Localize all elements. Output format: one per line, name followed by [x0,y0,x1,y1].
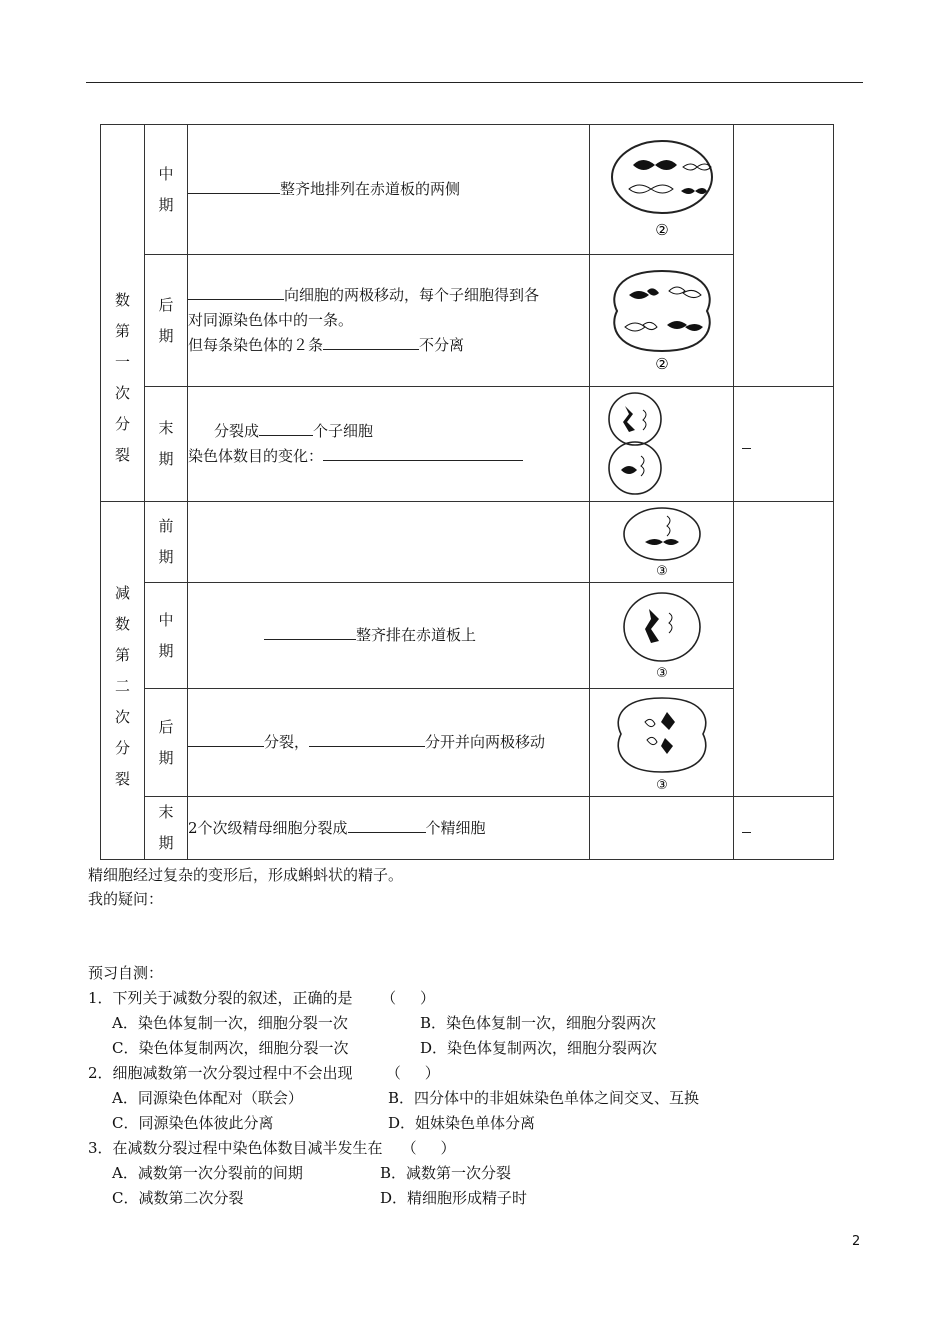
side-cell [734,387,834,502]
cell-figure [590,125,734,255]
my-questions-label: 我的疑问： [88,890,164,908]
side-cell [734,502,834,797]
anaphase-i-cell-diagram [607,265,717,377]
metaphase-i-cell-diagram [607,137,717,243]
phase-description: 2个次级精母细胞分裂成 个精细胞 [188,797,590,860]
phase-label: 后 期 [145,255,188,387]
row-mii-metaphase [101,583,834,689]
question-3: 3．在减数分裂过程中染色体数目减半发生在 （ ） [88,1139,456,1157]
phase-description: 整齐排在赤道板上 [188,583,590,689]
anaphase-ii-cell-diagram [607,692,717,794]
telophase-i-cells-diagram [607,392,717,496]
after-table-note: 精细胞经过复杂的变形后，形成蝌蚪状的精子。 [88,866,404,884]
cell-figure [590,255,734,387]
row-mii-anaphase [101,689,834,797]
q2-option-b[interactable]: B．四分体中的非姐妹染色单体之间交叉、互换 [388,1089,700,1107]
fill-blank[interactable] [264,625,356,640]
figure-label: ③ [655,564,668,579]
figure-label: ③ [655,665,668,681]
phase-label: 后 期 [145,689,188,797]
cell-figure [590,689,734,797]
side-mark [742,820,751,833]
fill-blank[interactable] [188,285,284,300]
phase-description: 分裂成 个子细胞 染色体数目的变化： [188,387,590,502]
row-mi-metaphase [101,125,834,255]
row-mi-telophase [101,387,834,502]
phase-description: 整齐地排列在赤道板的两侧 [188,125,590,255]
meiosis-table [100,124,834,860]
side-cell [734,797,834,860]
q3-option-b[interactable]: B．减数第一次分裂 [380,1164,512,1182]
cell-figure [590,797,734,860]
fill-blank[interactable] [309,732,425,747]
question-1: 1．下列关于减数分裂的叙述，正确的是 （ ） [88,989,435,1007]
fill-blank[interactable] [348,818,426,833]
header-rule [86,82,863,83]
fill-blank[interactable] [188,732,264,747]
q3-option-c[interactable]: C．减数第二次分裂 [112,1189,244,1207]
phase-label: 前 期 [145,502,188,583]
q1-option-b[interactable]: B．染色体复制一次，细胞分裂两次 [420,1014,657,1032]
q2-option-c[interactable]: C．同源染色体彼此分离 [112,1114,274,1132]
cell-figure [590,583,734,689]
cell-figure [590,502,734,583]
q2-option-a[interactable]: A．同源染色体配对（联会） [112,1089,303,1107]
prophase-ii-cell-diagram [607,504,717,580]
fill-blank[interactable] [323,446,523,461]
side-cell [734,125,834,387]
figure-label: ③ [655,777,668,793]
phase-description [188,502,590,583]
row-mii-prophase [101,502,834,583]
figure-label: ② [654,354,669,373]
row-mii-telophase [101,797,834,860]
row-mi-anaphase [101,255,834,387]
phase-label: 中 期 [145,583,188,689]
q2-option-d[interactable]: D．姐妹染色单体分离 [388,1114,536,1132]
stage-label-meiosis-2: 减 数 第 二 次 分 裂 [101,502,145,860]
fill-blank[interactable] [259,421,313,436]
metaphase-ii-cell-diagram [607,589,717,683]
figure-label: ② [654,220,669,239]
q1-option-a[interactable]: A．染色体复制一次，细胞分裂一次 [112,1014,348,1032]
phase-description: 向细胞的两极移动，每个子细胞得到各 对同源染色体中的一条。 但每条染色体的２条 不分离 [188,255,590,387]
question-2: 2．细胞减数第一次分裂过程中不会出现 （ ） [88,1064,440,1082]
quiz-heading: 预习自测： [88,964,164,982]
q3-option-d[interactable]: D．精细胞形成精子时 [380,1189,528,1207]
cell-figure [590,387,734,502]
stage-label-meiosis-1: 数 第 一 次 分 裂 [101,125,145,502]
phase-label: 末 期 [145,797,188,860]
phase-label: 中 期 [145,125,188,255]
page-number: 2 [852,1234,861,1249]
side-mark [742,436,751,449]
q3-option-a[interactable]: A．减数第一次分裂前的间期 [112,1164,303,1182]
q1-option-d[interactable]: D．染色体复制两次，细胞分裂两次 [420,1039,658,1057]
q1-option-c[interactable]: C．染色体复制两次，细胞分裂一次 [112,1039,349,1057]
phase-description: 分裂， 分开并向两极移动 [188,689,590,797]
fill-blank[interactable] [323,335,419,350]
fill-blank[interactable] [188,179,280,194]
phase-label: 末 期 [145,387,188,502]
